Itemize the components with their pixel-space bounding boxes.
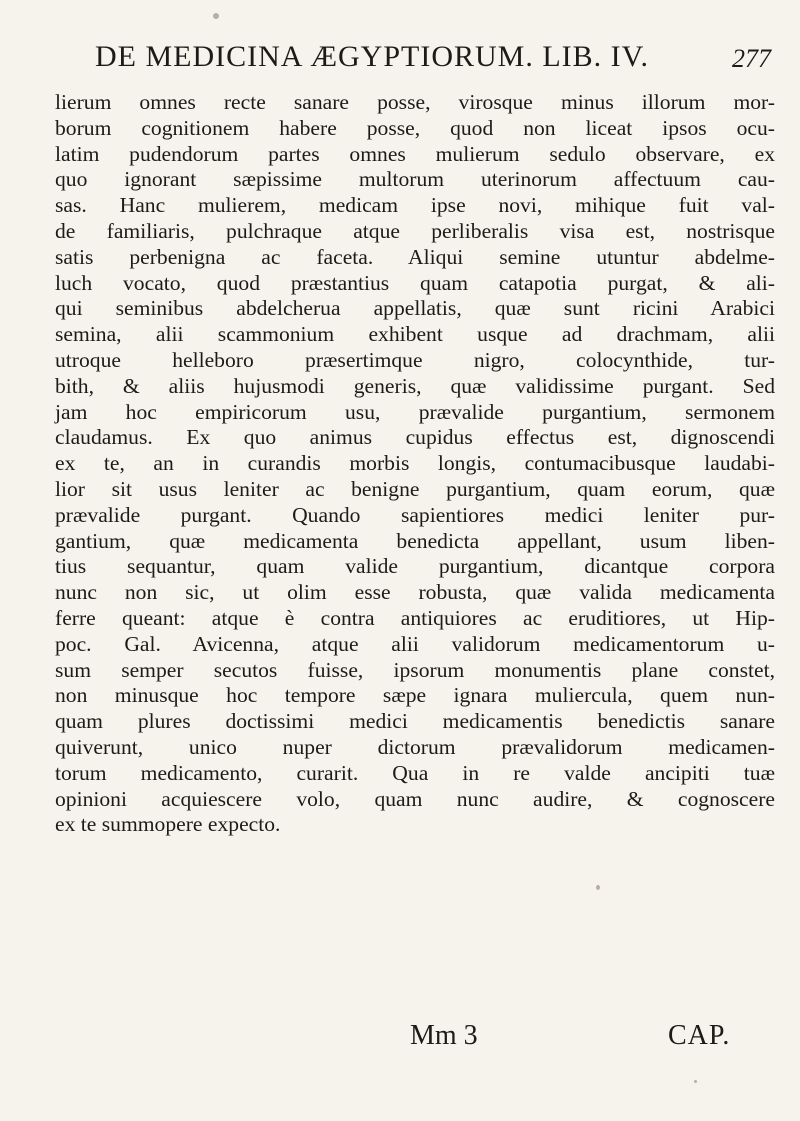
- text-line: quiverunt, unico nuper dictorum prævalidorum medicamen-: [55, 734, 775, 759]
- text-line: ex te, an in curandis morbis longis, contumacibusque laudabi-: [55, 451, 775, 476]
- text-line: non minusque hoc tempore sæpe ignara muliercula, quem nun-: [55, 683, 775, 708]
- text-line: sum semper secutos fuisse, ipsorum monumentis plane constet,: [55, 657, 775, 682]
- text-line: utroque helleboro præsertimque nigro, colocynthide, tur-: [55, 347, 775, 372]
- running-head: [95, 40, 775, 80]
- text-line: latim pudendorum partes omnes mulierum sedulo observare, ex: [55, 141, 775, 166]
- text-line: prævalide purgant. Quando sapientiores medici leniter pur-: [55, 502, 775, 527]
- text-line: jam hoc empiricorum usu, prævalide purgantium, sermonem: [55, 399, 775, 424]
- text-line: bith, & aliis hujusmodi generis, quæ validissime purgant. Sed: [55, 373, 775, 398]
- text-line: poc. Gal. Avicenna, atque alii validorum medicamentorum u-: [55, 631, 775, 656]
- catchword: CAP.: [668, 1020, 731, 1051]
- text-line: opinioni acquiescere volo, quam nunc audire, & cognoscere: [55, 786, 775, 811]
- text-line: ferre queant: atque è contra antiquiores ac eruditiores, ut Hip-: [55, 605, 775, 630]
- text-line: claudamus. Ex quo animus cupidus effectus est, dignoscendi: [55, 425, 775, 450]
- running-title: DE MEDICINA ÆGYPTIORUM. LIB. IV.: [95, 40, 649, 73]
- page-footer: [0, 1020, 800, 1060]
- text-line: tius sequantur, quam valide purgantium, dicantque corpora: [55, 554, 775, 579]
- paper-speck: [694, 1080, 697, 1083]
- text-line: torum medicamento, curarit. Qua in re valde ancipiti tuæ: [55, 760, 775, 785]
- text-line: nunc non sic, ut olim esse robusta, quæ valida medicamenta: [55, 580, 775, 605]
- paper-speck: [213, 13, 219, 19]
- body-text: [55, 90, 775, 838]
- text-line: qui seminibus abdelcherua appellatis, quæ sunt ricini Arabici: [55, 296, 775, 321]
- text-line: borum cognitionem habere posse, quod non liceat ipsos ocu-: [55, 115, 775, 140]
- text-line: semina, alii scammonium exhibent usque ad drachmam, alii: [55, 322, 775, 347]
- signature-mark: Mm 3: [410, 1020, 478, 1051]
- text-line: quam plures doctissimi medici medicamentis benedictis sanare: [55, 709, 775, 734]
- text-line: gantium, quæ medicamenta benedicta appellant, usum liben-: [55, 528, 775, 553]
- text-line: lior sit usus leniter ac benigne purgantium, quam eorum, quæ: [55, 476, 775, 501]
- text-line: lierum omnes recte sanare posse, virosque minus illorum mor-: [55, 90, 775, 114]
- text-line: de familiaris, pulchraque atque perliberalis visa est, nostrisque: [55, 218, 775, 243]
- paper-speck: [596, 885, 600, 890]
- text-line: satis perbenigna ac faceta. Aliqui semine utuntur abdelme-: [55, 244, 775, 269]
- text-line: quo ignorant sæpissime multorum uterinorum affectuum cau-: [55, 167, 775, 192]
- page-number: 277: [732, 44, 771, 73]
- text-line: luch vocato, quod præstantius quam catapotia purgat, & ali-: [55, 270, 775, 295]
- text-line: sas. Hanc mulierem, medicam ipse novi, mihique fuit val-: [55, 193, 775, 218]
- text-line-last: ex te summopere expecto.: [55, 812, 281, 837]
